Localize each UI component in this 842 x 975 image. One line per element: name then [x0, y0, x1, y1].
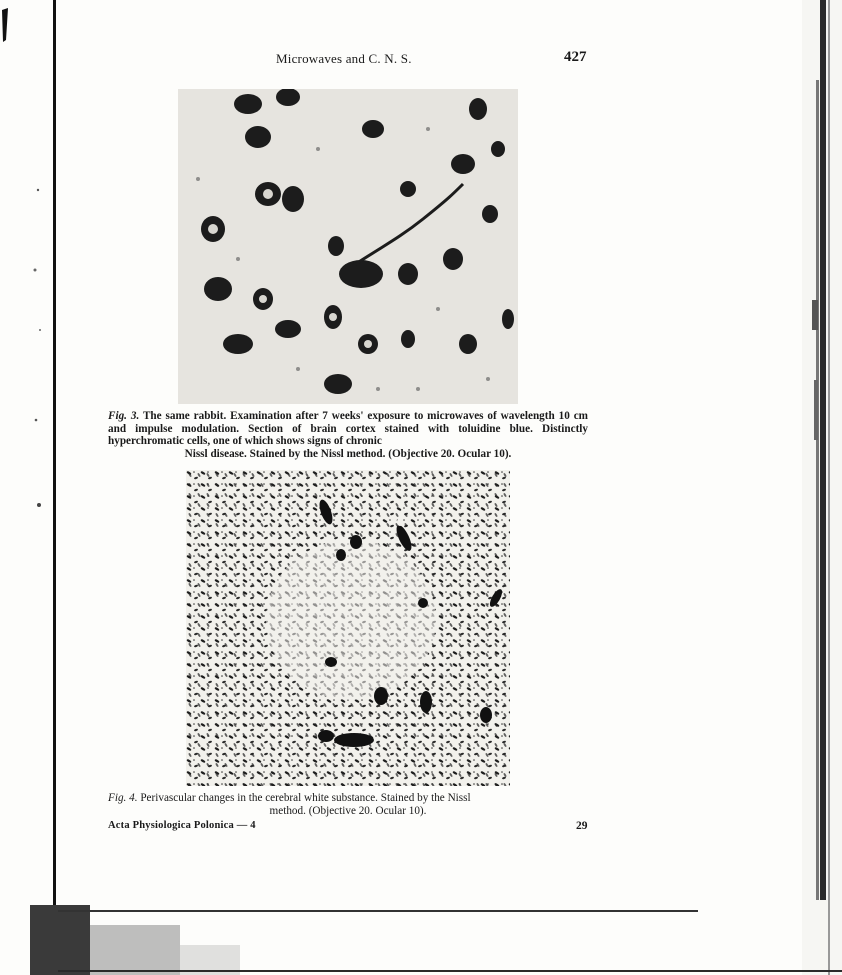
- scan-bottom-edge: [58, 970, 842, 972]
- page-number: 427: [564, 49, 587, 65]
- figure-4-caption: [108, 792, 588, 817]
- figure-3-caption-text: The same rabbit. Examination after 7 weeks' exposure to microwaves of wavelength 10 cm and impulse modulation. Section of brain cortex stained with toluidine blue. Distinctly hyperchromatic cells, one of which shows signs of chronic: [108, 410, 588, 448]
- scan-left-margin-artifact: [0, 0, 58, 975]
- sheet-number: 29: [576, 820, 588, 832]
- figure-3-label: Fig. 3.: [108, 410, 140, 422]
- journal-footer: Acta Physiologica Polonica — 4: [108, 820, 256, 831]
- figure-3-caption: [108, 410, 588, 460]
- running-head: Microwaves and C. N. S.: [276, 51, 412, 66]
- scan-bottom-smudge: [30, 905, 240, 975]
- scan-bottom-line: [58, 910, 698, 912]
- figure-3-micrograph: [178, 89, 518, 404]
- scan-right-margin-artifact: [802, 0, 842, 975]
- figure-4-caption-text: Perivascular changes in the cerebral white substance. Stained by the Nissl: [140, 792, 471, 804]
- figure-4-micrograph: [186, 470, 510, 786]
- figure-4-label: Fig. 4.: [108, 792, 138, 804]
- figure-3-caption-last-line: Nissl disease. Stained by the Nissl method. (Objective 20. Ocular 10).: [184, 447, 512, 460]
- figure-4-caption-last-line: method. (Objective 20. Ocular 10).: [269, 804, 427, 817]
